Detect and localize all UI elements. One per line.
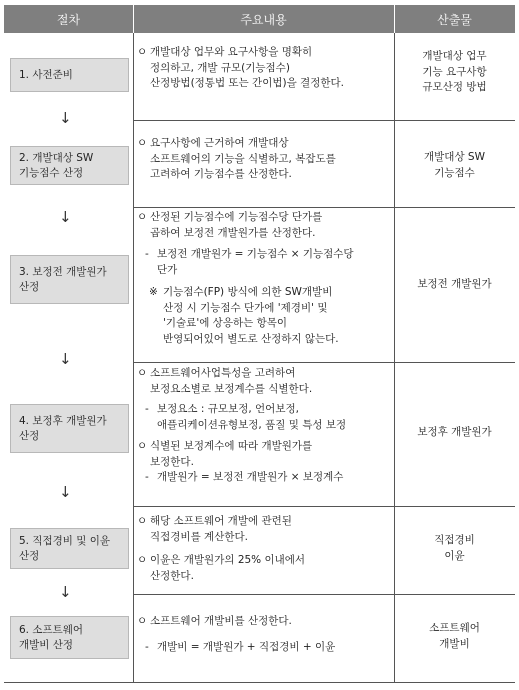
circle-bullet: ㅇ bbox=[137, 46, 148, 58]
arrow-down-icon: ↓ bbox=[59, 350, 72, 368]
content-text: 해당 소프트웨어 개발에 관련된 직접경비를 계산한다. bbox=[150, 515, 292, 543]
arrow-down-icon: ↓ bbox=[59, 483, 72, 501]
step-2-label: 2. 개발대상 SW 기능점수 산정 bbox=[19, 151, 94, 179]
content-text: 개발대상 업무와 요구사항을 명확히 정의하고, 개발 규모(기능점수) 산정방법(정통법 또는 간이법)을 결정한다. bbox=[150, 46, 344, 89]
content-subitem bbox=[137, 470, 395, 486]
content-text: 요구사항에 근거하여 개발대상 소프트웨어의 기능을 식별하고, 복잡도를 고려하여 기능점수를 산정한다. bbox=[150, 137, 336, 180]
column-divider bbox=[394, 33, 395, 683]
content-item bbox=[137, 614, 395, 630]
step-4-output: 보정후 개발원가 bbox=[417, 426, 492, 438]
content-subitem bbox=[137, 247, 395, 278]
step-2-output: 개발대상 SW 기능점수 bbox=[424, 151, 485, 179]
row-divider bbox=[133, 506, 515, 507]
circle-bullet: ㅇ bbox=[137, 440, 148, 452]
circle-bullet: ㅇ bbox=[137, 515, 148, 527]
content-item bbox=[137, 45, 395, 92]
dash-bullet: - bbox=[145, 403, 149, 415]
header-divider bbox=[133, 5, 134, 33]
circle-bullet: ㅇ bbox=[137, 211, 148, 223]
arrow-down-icon: ↓ bbox=[59, 208, 72, 226]
header-procedure: 절차 bbox=[4, 5, 133, 33]
column-divider bbox=[133, 33, 134, 683]
content-text: 소프트웨어 개발비를 산정한다. bbox=[150, 615, 292, 627]
row-divider bbox=[133, 120, 515, 121]
step-6-output: 소프트웨어 개발비 bbox=[429, 622, 480, 650]
step-2-box bbox=[10, 146, 129, 185]
content-subitem bbox=[137, 402, 395, 433]
step-1-box bbox=[10, 58, 129, 92]
circle-bullet: ㅇ bbox=[137, 137, 148, 149]
step-3-box bbox=[10, 255, 129, 304]
step-6-content bbox=[137, 614, 395, 655]
content-item bbox=[137, 210, 395, 241]
content-text: 식별된 보정계수에 따라 개발원가를 보정한다. bbox=[150, 440, 313, 468]
circle-bullet: ㅇ bbox=[137, 615, 148, 627]
step-2-content bbox=[137, 136, 395, 183]
dash-bullet: - bbox=[145, 640, 149, 653]
step-5-output: 직접경비 이윤 bbox=[434, 534, 475, 562]
table-bottom-border bbox=[4, 682, 515, 683]
content-text: 개발비 = 개발원가 + 직접경비 + 이윤 bbox=[157, 640, 336, 653]
reference-mark: ※ bbox=[149, 286, 158, 298]
step-5-content bbox=[137, 514, 395, 584]
step-5-label: 5. 직접경비 및 이윤 산정 bbox=[19, 534, 111, 562]
circle-bullet: ㅇ bbox=[137, 367, 148, 379]
content-item bbox=[137, 366, 395, 397]
step-5-box bbox=[10, 528, 129, 569]
content-text: 이윤은 개발원가의 25% 이내에서 산정한다. bbox=[150, 554, 306, 582]
step-4-content bbox=[137, 366, 395, 486]
dash-bullet: - bbox=[145, 248, 149, 260]
content-item bbox=[137, 514, 395, 545]
content-text: 산정된 기능점수에 기능점수당 단가를 곱하여 보정전 개발원가를 산정한다. bbox=[150, 211, 323, 239]
header-main-content: 주요내용 bbox=[133, 5, 394, 33]
content-note bbox=[137, 285, 395, 347]
step-1-output: 개발대상 업무 기능 요구사항 규모산정 방법 bbox=[422, 50, 487, 93]
procedure-table bbox=[4, 5, 515, 683]
content-item bbox=[137, 439, 395, 470]
content-text: 기능점수(FP) 방식에 의한 SW개발비 산정 시 기능점수 단가에 '제경비' 및 '기술료'에 상응하는 항목이 반영되어있어 별도로 산정하지 않는다. bbox=[163, 286, 339, 345]
step-3-content bbox=[137, 210, 395, 347]
content-text: 소프트웨어사업특성을 고려하여 보정요소별로 보정계수를 식별한다. bbox=[150, 367, 313, 395]
step-4-box bbox=[10, 404, 129, 453]
arrow-down-icon: ↓ bbox=[59, 109, 72, 127]
step-1-content bbox=[137, 45, 395, 92]
content-text: 개발원가 = 보정전 개발원가 × 보정계수 bbox=[157, 471, 344, 483]
row-divider bbox=[133, 362, 515, 363]
circle-bullet: ㅇ bbox=[137, 554, 148, 566]
step-4-label: 4. 보정후 개발원가 산정 bbox=[19, 414, 107, 442]
step-3-output: 보정전 개발원가 bbox=[417, 278, 492, 290]
content-item bbox=[137, 136, 395, 183]
content-subitem bbox=[137, 640, 395, 656]
content-item bbox=[137, 553, 395, 584]
row-divider bbox=[133, 594, 515, 595]
step-1-label: 1. 사전준비 bbox=[19, 68, 73, 81]
content-text: 보정전 개발원가 = 기능점수 × 기능점수당 단가 bbox=[157, 248, 354, 276]
dash-bullet: - bbox=[145, 471, 149, 483]
step-6-label: 6. 소프트웨어 개발비 산정 bbox=[19, 623, 84, 651]
arrow-down-icon: ↓ bbox=[59, 583, 72, 601]
row-divider bbox=[133, 207, 515, 208]
header-divider bbox=[394, 5, 395, 33]
content-text: 보정요소 : 규모보정, 언어보정, 애플리케이션유형보정, 품질 및 특성 보정 bbox=[157, 403, 347, 431]
step-6-box bbox=[10, 616, 129, 659]
step-3-label: 3. 보정전 개발원가 산정 bbox=[19, 265, 107, 293]
header-output: 산출물 bbox=[394, 5, 515, 33]
